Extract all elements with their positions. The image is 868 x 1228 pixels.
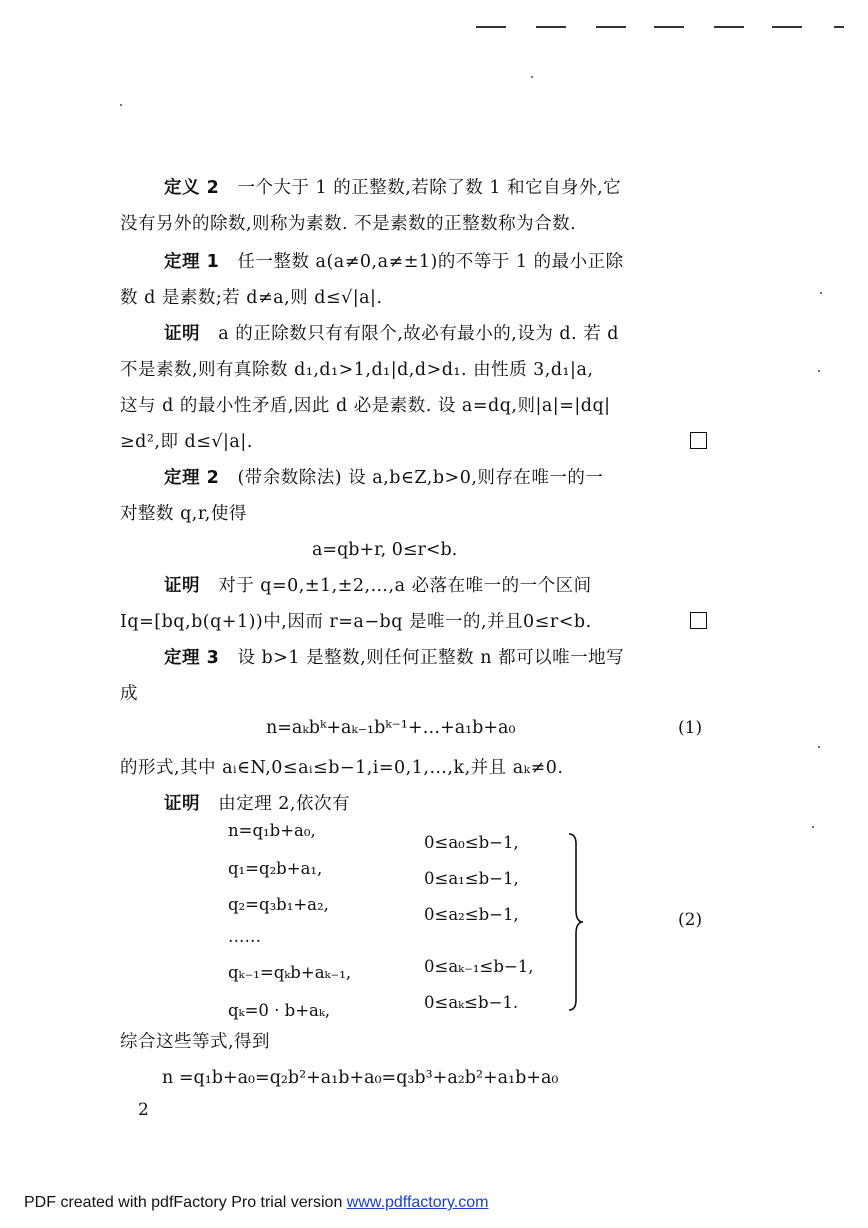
header-dash — [834, 26, 844, 28]
system-left: …… — [228, 927, 261, 946]
theorem-2-text: (带余数除法) 设 a,b∈Z,b>0,则存在唯一的一 — [237, 468, 604, 488]
proof-1-line: ≥d²,即 d≤√|a|. — [120, 432, 253, 452]
theorem-3-line: 成 — [120, 684, 138, 704]
proof-2-line: Iq=[bq,b(q+1))中,因而 r=a−bq 是唯一的,并且0≤r<b. — [120, 612, 592, 632]
proof-1-line: 不是素数,则有真除数 d₁,d₁>1,d₁|d,d>d₁. 由性质 3,d₁|a, — [120, 360, 594, 380]
scan-speck — [812, 826, 814, 828]
header-dash — [714, 26, 744, 28]
pdf-footer — [24, 1194, 488, 1212]
system-left: q₂=q₃b₁+a₂, — [228, 895, 329, 914]
definition-2-text: 一个大于 1 的正整数,若除了数 1 和它自身外,它 — [237, 178, 622, 198]
theorem-3-equation: n=aₖbᵏ+aₖ₋₁bᵏ⁻¹+…+a₁b+a₀ — [266, 718, 516, 738]
final-equation: n =q₁b+a₀=q₂b²+a₁b+a₀=q₃b³+a₂b²+a₁b+a₀ — [162, 1068, 559, 1088]
header-dash — [654, 26, 684, 28]
qed-box — [690, 432, 707, 449]
header-dash — [476, 26, 506, 28]
scan-speck — [120, 104, 122, 106]
proof-2-text: 对于 q=0,±1,±2,…,a 必落在唯一的一个区间 — [218, 576, 592, 596]
page-number: 2 — [138, 1100, 149, 1120]
header-dash — [536, 26, 566, 28]
theorem-2-equation: a=qb+r, 0≤r<b. — [312, 540, 458, 560]
proof-3-heading: 证明 — [164, 794, 200, 814]
proof-3 — [164, 792, 720, 816]
footer-text: PDF created with pdfFactory Pro trial version — [24, 1194, 347, 1211]
theorem-1-heading: 定理 1 — [164, 252, 220, 272]
system-left: qₖ₋₁=qₖb+aₖ₋₁, — [228, 963, 352, 982]
theorem-3-heading: 定理 3 — [164, 648, 220, 668]
system-right: 0≤a₂≤b−1, — [424, 905, 519, 924]
definition-2 — [164, 176, 720, 200]
scan-speck — [531, 76, 533, 78]
proof-1-line: 这与 d 的最小性矛盾,因此 d 必是素数. 设 a=dq,则|a|=|dq| — [120, 396, 611, 416]
combine-text: 综合这些等式,得到 — [120, 1032, 271, 1052]
system-right: 0≤aₖ≤b−1. — [424, 993, 519, 1012]
theorem-1-line: 数 d 是素数;若 d≠a,则 d≤√|a|. — [120, 288, 383, 308]
system-left: n=q₁b+a₀, — [228, 821, 316, 840]
scan-speck — [818, 746, 820, 748]
scan-speck — [818, 370, 820, 372]
header-dash — [772, 26, 802, 28]
scan-speck — [820, 292, 822, 294]
theorem-2 — [164, 466, 720, 490]
theorem-3-line: 的形式,其中 aᵢ∈N,0≤aᵢ≤b−1,i=0,1,…,k,并且 aₖ≠0. — [120, 758, 564, 778]
theorem-3-text: 设 b>1 是整数,则任何正整数 n 都可以唯一地写 — [237, 648, 625, 668]
proof-2 — [164, 574, 720, 598]
qed-box — [690, 612, 707, 629]
right-brace — [566, 832, 586, 1012]
theorem-3 — [164, 646, 720, 670]
proof-1 — [164, 322, 720, 346]
definition-2-heading: 定义 2 — [164, 178, 220, 198]
system-right: 0≤a₀≤b−1, — [424, 833, 519, 852]
equation-number: (2) — [678, 910, 703, 930]
system-left: qₖ=0 · b+aₖ, — [228, 1001, 331, 1020]
proof-1-heading: 证明 — [164, 324, 200, 344]
theorem-1 — [164, 250, 720, 274]
theorem-2-heading: 定理 2 — [164, 468, 220, 488]
system-right: 0≤a₁≤b−1, — [424, 869, 519, 888]
header-dash — [596, 26, 626, 28]
definition-2-line: 没有另外的除数,则称为素数. 不是素数的正整数称为合数. — [120, 214, 577, 234]
system-left: q₁=q₂b+a₁, — [228, 859, 323, 878]
proof-2-heading: 证明 — [164, 576, 200, 596]
proof-1-text: a 的正除数只有有限个,故必有最小的,设为 d. 若 d — [218, 324, 619, 344]
theorem-1-text: 任一整数 a(a≠0,a≠±1)的不等于 1 的最小正除 — [237, 252, 624, 272]
equation-number: (1) — [678, 718, 703, 738]
footer-link[interactable]: www.pdffactory.com — [346, 1194, 489, 1211]
theorem-2-line: 对整数 q,r,使得 — [120, 504, 247, 524]
system-right: 0≤aₖ₋₁≤b−1, — [424, 957, 534, 976]
proof-3-text: 由定理 2,依次有 — [218, 794, 350, 814]
